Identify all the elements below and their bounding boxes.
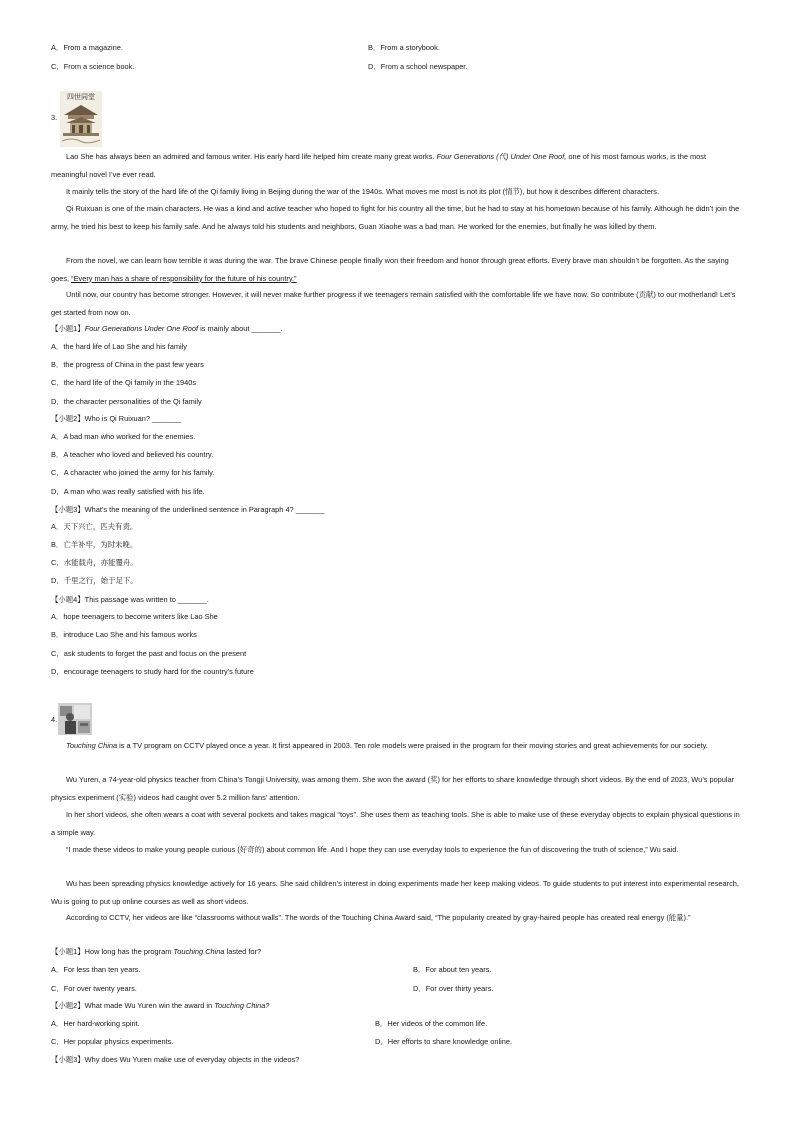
- q3-sq2-option-b: B．A teacher who loved and believed his country.: [51, 450, 214, 459]
- q3-subquestion-3: 【小题3】What’s the meaning of the underlined sentence in Paragraph 4? _______: [51, 505, 325, 514]
- q3-sq3-option-d: D．千里之行，始于足下。: [51, 576, 138, 585]
- q3-sq2-option-d: D．A man who was really satisfied with his life.: [51, 487, 205, 496]
- q3-subquestion-2: 【小题2】Who is Qi Ruixuan? _______: [51, 414, 181, 423]
- q3-sq4-option-d: D．encourage teenagers to study hard for the country’s future: [51, 667, 254, 676]
- q4-paragraph-5: Wu has been spreading physics knowledge actively for 16 years. She said children’s interest in doing experiments made her keep making videos. To guide students to put interest into experimental research, Wu is going to put up online courses as well as short videos.: [51, 879, 739, 906]
- q3-sq1-option-c: C．the hard life of the Qi family in the 1940s: [51, 378, 197, 387]
- q4-paragraph-1: Touching China is a TV program on CCTV played once a year. It first appeared in 2003. Ten role models were praised in the program for their moving stories and great achievements for our society.: [66, 741, 708, 750]
- q3-sq4-option-b: B．introduce Lao She and his famous works: [51, 630, 197, 639]
- q4-subquestion-2: 【小题2】What made Wu Yuren win the award in Touching China?: [51, 1001, 270, 1010]
- q4-sq2-option-b: B．Her videos of the common life.: [375, 1019, 488, 1028]
- q4-sq2-option-d: D．Her efforts to share knowledge online.: [375, 1037, 513, 1046]
- q3-sq3-option-b: B．亡羊补牢，为时未晚。: [51, 540, 138, 549]
- q3-sq1-option-d: D．the character personalities of the Qi family: [51, 397, 202, 406]
- q3-paragraph-5: Until now, our country has become stronger. However, it will never make further progress if we teenagers remain satisfied with the comfortable life we have now. So contribute (贡献) to our motherland! Let’s get started from now on.: [51, 290, 736, 317]
- q3-paragraph-4: From the novel, we can learn how terrible it was during the war. The brave Chinese people finally won their freedom and honor through great efforts. Every brave man shouldn’t be forgotten. As the saying goes, “Every man has a share of responsibility for the future of his country.”: [51, 256, 729, 283]
- q3-sq3-option-a: A．天下兴亡，匹夫有责。: [51, 522, 138, 531]
- q4-sq1-option-b: B．For about ten years.: [413, 965, 492, 974]
- q4-subquestion-3: 【小题3】Why does Wu Yuren make use of everyday objects in the videos?: [51, 1055, 300, 1064]
- q3-sq2-option-c: C．A character who joined the army for his family.: [51, 468, 215, 477]
- q3-sq3-option-c: C．水能载舟，亦能覆舟。: [51, 558, 138, 567]
- q2-option-b: B．From a storybook.: [368, 43, 440, 52]
- underlined-sentence: “Every man has a share of responsibility for the future of his country.”: [71, 273, 297, 283]
- question-number-3: 3.: [51, 113, 58, 122]
- q2-option-d: D．From a school newspaper.: [368, 62, 468, 71]
- book-cover-image: [60, 91, 102, 147]
- photo-image: [58, 703, 92, 735]
- q4-paragraph-4: “I made these videos to make young people curious (好奇的) about common life. And I hope they can use everyday tools to experience the fun of discovering the truth of science,” Wu said.: [66, 845, 679, 854]
- q3-subquestion-1: 【小题1】Four Generations Under One Roof is mainly about _______.: [51, 324, 283, 333]
- q4-sq1-option-a: A．For less than ten years.: [51, 965, 141, 974]
- q4-sq1-option-c: C．For over twenty years.: [51, 984, 137, 993]
- q3-paragraph-3: Qi Ruixuan is one of the main characters. He was a kind and active teacher who hoped to fight for his country all the time, but he had to stay at his hometown because of his family. Although he didn’t join the army, he tried his best to keep his family safe. And he always told his students and neighbors, Guan Xiaohe was a bad man. He worked for the enemies, but finally he was killed by them.: [51, 204, 740, 231]
- q4-sq2-option-a: A．Her hard-working spirit.: [51, 1019, 140, 1028]
- q3-paragraph-2: It mainly tells the story of the hard life of the Qi family living in Beijing during the war of the 1940s. What moves me most is not its plot (情节), but how it describes different characters.: [66, 187, 660, 196]
- q4-paragraph-3: In her short videos, she often wears a coat with several pockets and takes magical “toys”. She uses them as teaching tools. She is able to make use of these everyday objects to explain physical questions in a simple way.: [51, 810, 740, 837]
- book-cover-title: 四世同堂: [67, 93, 95, 101]
- q4-sq2-option-c: C．Her popular physics experiments.: [51, 1037, 174, 1046]
- q4-paragraph-6: According to CCTV, her videos are like “classrooms without walls”. The words of the Touching China Award said, “The popularity created by gray-haired people has created real energy (能量).”: [66, 913, 691, 922]
- question-number-4: 4.: [51, 715, 58, 724]
- q3-subquestion-4: 【小题4】This passage was written to _______.: [51, 595, 209, 604]
- q3-sq1-option-b: B．the progress of China in the past few years: [51, 360, 204, 369]
- q2-option-a: A．From a magazine.: [51, 43, 123, 52]
- q3-paragraph-1: Lao She has always been an admired and famous writer. His early hard life helped him create many great works. Four Generations (代) Under One Roof, one of his most famous works, is the most meaningful novel I’ve ever read.: [51, 152, 707, 179]
- q3-sq1-option-a: A．the hard life of Lao She and his family: [51, 342, 187, 351]
- q4-subquestion-1: 【小题1】How long has the program Touching China lasted for?: [51, 947, 262, 956]
- q3-sq4-option-a: A．hope teenagers to become writers like Lao She: [51, 612, 218, 621]
- q4-paragraph-2: Wu Yuren, a 74-year-old physics teacher from China’s Tongji University, was among them. She won the award (奖) for her efforts to share knowledge through short videos. By the end of 2023, Wu’s popular physics experiment (实验) videos had caught over 5.2 million fans’ attention.: [51, 775, 735, 802]
- q3-sq2-option-a: A．A bad man who worked for the enemies.: [51, 432, 196, 441]
- q2-option-c: C．From a science book.: [51, 62, 135, 71]
- q4-sq1-option-d: D．For over thirty years.: [413, 984, 494, 993]
- q3-sq4-option-c: C．ask students to forget the past and focus on the present: [51, 649, 247, 658]
